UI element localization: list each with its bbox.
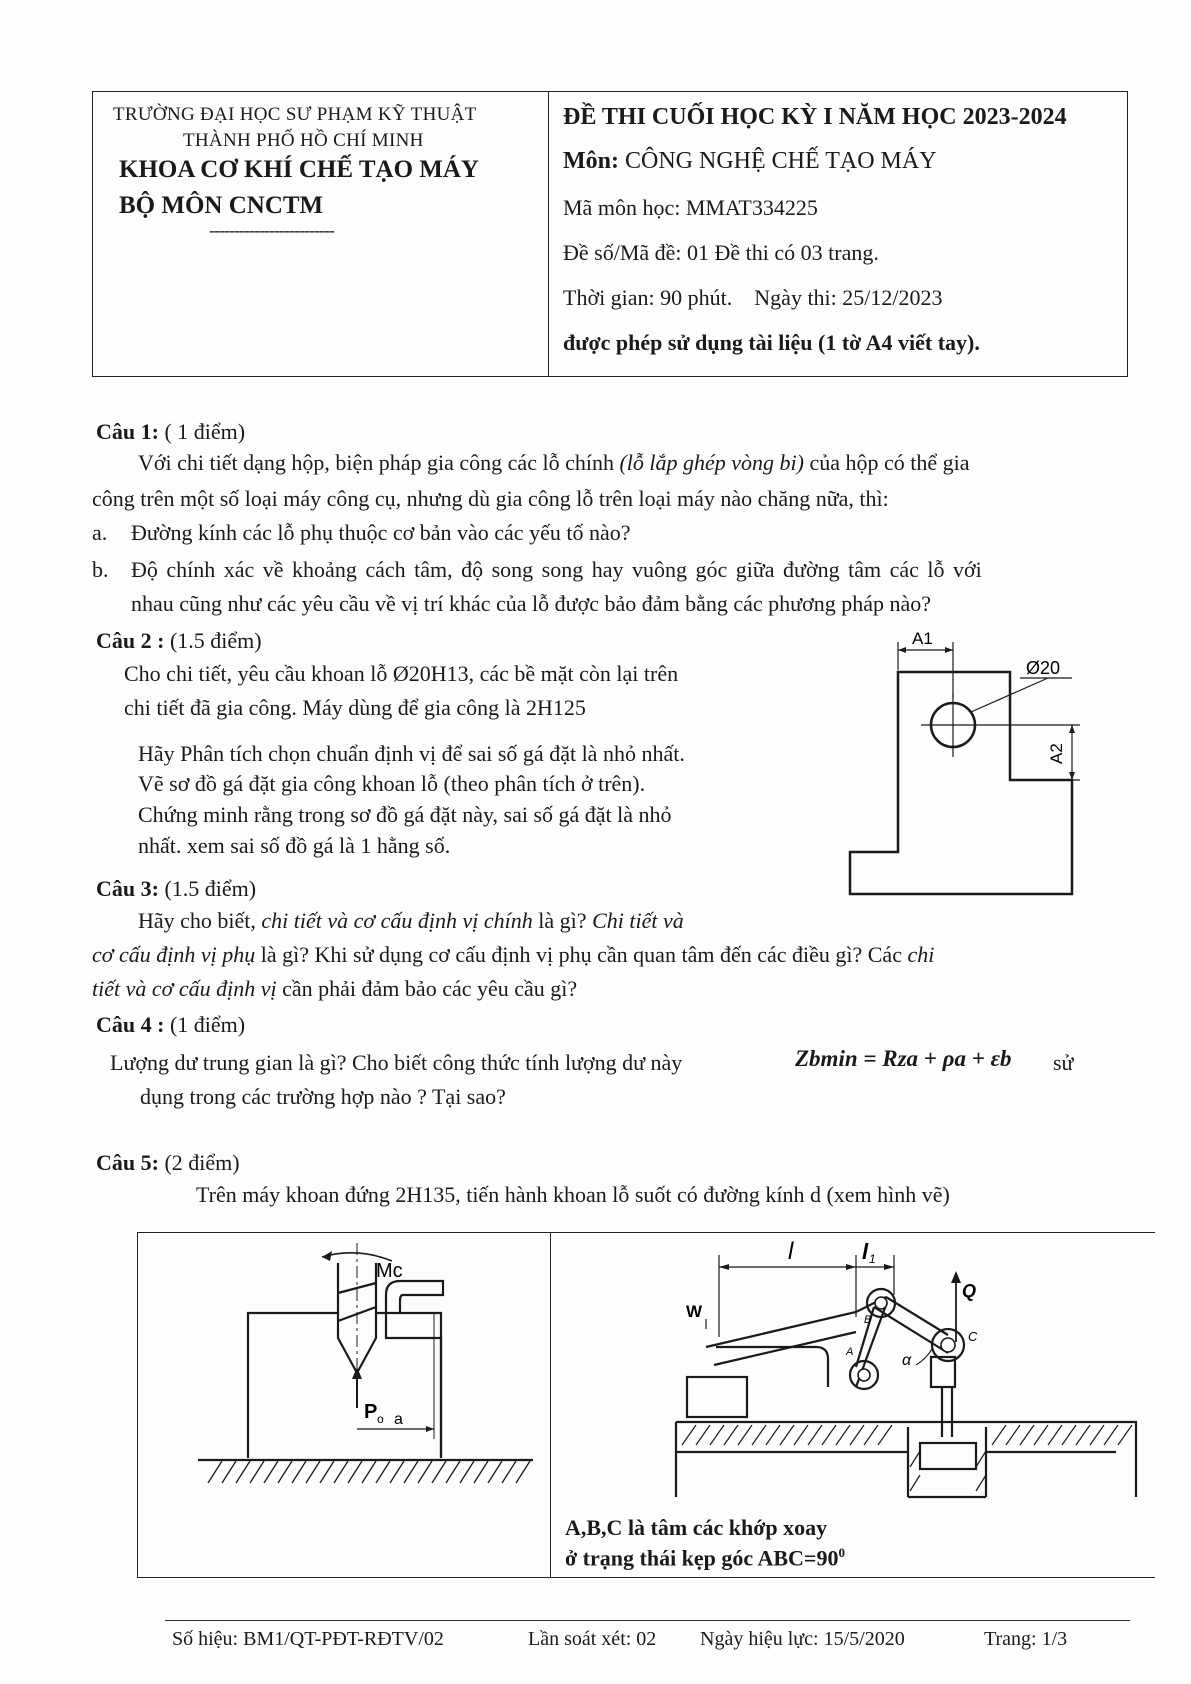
exam-time-date: Thời gian: 90 phút. Ngày thi: 25/12/2023 — [563, 285, 943, 310]
q4-title: Câu 4 : — [96, 1012, 165, 1037]
q4-line2: dụng trong các trường hợp nào ? Tại sao? — [140, 1084, 506, 1109]
q3-l2-italic: cơ cấu định vị phụ — [92, 942, 256, 967]
q3-heading — [96, 874, 256, 904]
label-joint-c: C — [968, 1329, 978, 1344]
q1-item-a-label: a. — [92, 520, 108, 545]
university-line1: TRƯỜNG ĐẠI HỌC SƯ PHẠM KỸ THUẬT — [113, 104, 477, 125]
q5-line1: Trên máy khoan đứng 2H135, tiến hành khoan lỗ suốt có đường kính d (xem hình vẽ) — [196, 1182, 950, 1207]
label-po-sub: o — [377, 1412, 384, 1426]
q3-l1-italic: chi tiết và cơ cấu định vị chính — [261, 908, 533, 933]
q1-intro-italic: (lỗ lắp ghép vòng bi) — [619, 450, 804, 475]
q1-item-b-line1: Độ chính xác về khoảng cách tâm, độ song song hay vuông góc giữa đường tâm các lỗ với — [131, 557, 982, 582]
q2-heading — [96, 626, 262, 656]
q2-line3: Hãy Phân tích chọn chuẩn định vị để sai số gá đặt là nhỏ nhất. — [138, 741, 685, 766]
link-bc — [874, 1307, 948, 1353]
subject-name: CÔNG NGHỆ CHẾ TẠO MÁY — [625, 148, 937, 174]
dim-l1-arrow — [884, 1264, 894, 1270]
lever-top — [706, 1297, 886, 1347]
a1-arrow-left — [898, 647, 906, 653]
a2-arrow-top — [1069, 725, 1075, 733]
q5-caption-line1: A,B,C là tâm các khớp xoay — [565, 1515, 828, 1540]
q3-l3-text: cần phải đảm bảo các yêu cầu gì? — [282, 976, 578, 1001]
q3-l2-italic2: chi — [907, 942, 935, 967]
q3-l1-italic2: Chi tiết và — [592, 908, 684, 933]
exam-code: Đề số/Mã đề: 01 Đề thi có 03 trang. — [563, 240, 879, 265]
q5-points: (2 điểm) — [164, 1150, 240, 1175]
subject-row — [563, 148, 937, 175]
university-line2: THÀNH PHỐ HỒ CHÍ MINH — [183, 130, 424, 151]
exam-header — [92, 91, 1128, 377]
alpha-arc — [916, 1349, 932, 1365]
label-po: P — [364, 1401, 378, 1423]
q3-line1 — [138, 906, 684, 936]
footer-effective-date: Ngày hiệu lực: 15/5/2020 — [700, 1628, 905, 1650]
q3-points: (1.5 điểm) — [164, 876, 257, 901]
footer-code: Số hiệu: BM1/QT-PĐT-RĐTV/02 — [172, 1628, 444, 1650]
label-l1-sub: 1 — [869, 1252, 876, 1266]
q5-caption-degree: 0 — [838, 1545, 845, 1560]
q2-line4: Vẽ sơ đồ gá đặt gia công khoan lỗ (theo phân tích ở trên). — [138, 771, 646, 796]
q3-line2 — [92, 940, 934, 970]
workpiece-left — [248, 1313, 338, 1458]
q1-heading — [96, 417, 245, 447]
label-q: Q — [962, 1281, 977, 1301]
dim-phi20-label: Ø20 — [1026, 658, 1061, 678]
q3-l1-text2: là gì? — [538, 908, 587, 933]
dim-l-arrow-right — [846, 1264, 856, 1270]
dim-a2-label: A2 — [1047, 743, 1066, 764]
subject-label: Môn: — [563, 148, 619, 174]
q3-title: Câu 3: — [96, 876, 159, 901]
q3-l2-text: là gì? Khi sử dụng cơ cấu định vị phụ cần quan tâm đến các điều gì? Các — [260, 942, 902, 967]
q4-heading — [96, 1010, 245, 1040]
q1-intro-end: của hộp có thể gia — [809, 450, 970, 475]
clamp-body — [386, 1313, 441, 1458]
q1-intro — [138, 448, 1128, 478]
clamp-pipe — [386, 1281, 443, 1313]
q2-line2: chi tiết đã gia công. Máy dùng để gia công là 2H125 — [124, 695, 586, 720]
label-joint-b: B — [864, 1314, 872, 1326]
q4-points: (1 điểm) — [169, 1012, 246, 1037]
label-l1: l — [862, 1239, 869, 1264]
workpiece-block — [687, 1377, 747, 1417]
course-code: Mã môn học: MMAT334225 — [563, 195, 818, 220]
joint-a — [858, 1369, 870, 1381]
base-body — [676, 1422, 1136, 1497]
header-divider — [548, 92, 549, 376]
label-w: W — [686, 1302, 703, 1321]
q2-title: Câu 2 : — [96, 628, 165, 653]
faculty-name: KHOA CƠ KHÍ CHẾ TẠO MÁY — [119, 156, 479, 183]
label-l: l — [788, 1238, 794, 1265]
clamp-jaw — [716, 1347, 828, 1387]
q1-intro-text: Với chi tiết dạng hộp, biện pháp gia công các lỗ chính — [138, 450, 614, 475]
allowed-materials: được phép sử dụng tài liệu (1 tờ A4 viết tay). — [563, 330, 980, 355]
label-a: a — [394, 1411, 403, 1428]
dim-a-arrow — [426, 1426, 434, 1432]
q1-item-b-label: b. — [92, 557, 109, 582]
q2-line5: Chứng minh rằng trong sơ đồ gá đặt này, sai số gá đặt là nhỏ — [138, 802, 672, 827]
ground-hatch — [208, 1461, 530, 1483]
q5-figure-divider — [550, 1233, 551, 1577]
q1-item-b-line2: nhau cũng như các yêu cầu về vị trí khác của lỗ được bảo đảm bằng các phương pháp nào? — [131, 591, 932, 616]
drilling-setup-drawing — [198, 1243, 538, 1493]
q5-caption-line2 — [565, 1545, 845, 1571]
q5-caption-text: ở trạng thái kẹp góc ABC=90 — [565, 1545, 839, 1571]
q5-figure-box — [137, 1232, 1155, 1578]
q4-formula: Zbmin = Rza + ρa + εb — [795, 1046, 1012, 1071]
clamp-mechanism-drawing — [556, 1237, 1156, 1502]
dim-l-arrow-left — [719, 1264, 729, 1270]
q2-line1: Cho chi tiết, yêu cầu khoan lỗ Ø20H13, các bề mặt còn lại trên — [124, 661, 679, 686]
footer-rule — [165, 1620, 1130, 1621]
q3-line3 — [92, 974, 577, 1004]
q2-part-drawing — [840, 630, 1090, 900]
q1-points: ( 1 điểm) — [164, 419, 246, 444]
q5-title: Câu 5: — [96, 1150, 159, 1175]
q2-points: (1.5 điểm) — [169, 628, 262, 653]
q5-heading — [96, 1148, 240, 1178]
q1-intro-line2: công trên một số loại máy công cụ, nhưng dù gia công lỗ trên loại máy nào chăng nữa, thì: — [92, 486, 889, 511]
footer-revision: Lần soát xét: 02 — [528, 1628, 657, 1650]
force-q-arrow — [951, 1271, 961, 1283]
lever-bottom — [714, 1332, 856, 1365]
joint-c — [941, 1338, 955, 1352]
label-mc: Mc — [376, 1260, 403, 1282]
joint-b — [875, 1297, 887, 1309]
label-alpha: α — [902, 1352, 912, 1369]
dim-a1-label: A1 — [912, 630, 933, 648]
q4-line1: Lượng dư trung gian là gì? Cho biết công thức tính lượng dư này — [110, 1050, 683, 1075]
header-separator: ------------------------- — [209, 220, 334, 240]
department-name: BỘ MÔN CNCTM — [119, 192, 324, 219]
q3-l3-italic: tiết và cơ cấu định vị — [92, 976, 277, 1001]
exam-title: ĐỀ THI CUỐI HỌC KỲ I NĂM HỌC 2023-2024 — [563, 104, 1067, 130]
q2-line6: nhất. xem sai số đồ gá là 1 hằng số. — [138, 833, 451, 858]
label-joint-a: A — [846, 1346, 854, 1358]
a1-arrow-right — [945, 647, 953, 653]
q1-item-a: Đường kính các lỗ phụ thuộc cơ bản vào các yếu tố nào? — [131, 520, 631, 545]
q4-line1-end: sử — [1053, 1050, 1074, 1075]
piston — [920, 1443, 976, 1469]
q3-l1-text: Hãy cho biết, — [138, 908, 256, 933]
q1-title: Câu 1: — [96, 419, 159, 444]
footer-page: Trang: 1/3 — [984, 1628, 1068, 1650]
